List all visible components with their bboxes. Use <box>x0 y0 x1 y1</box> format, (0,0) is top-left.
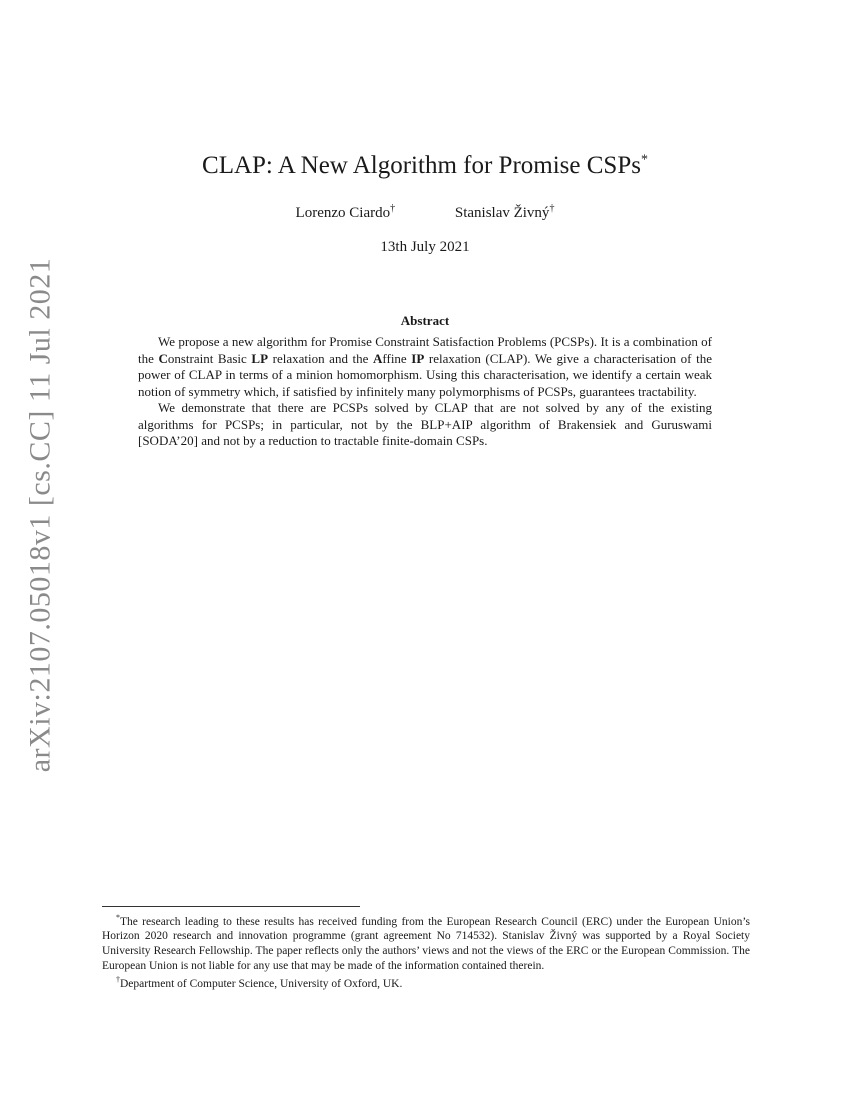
author-2 <box>455 203 555 222</box>
author-list <box>0 203 850 222</box>
paper-date: 13th July 2021 <box>380 239 470 255</box>
footnote-affiliation: †Department of Computer Science, University of Oxford, UK. <box>116 975 403 991</box>
paper-title <box>0 152 850 180</box>
author-affiliation-mark: † <box>390 203 396 214</box>
abstract-paragraph-2: We demonstrate that there are PCSPs solved by CLAP that are not solved by any of the existing algorithms for PCSPs; in particular, not by the BLP+AIP algorithm of Brakensiek and Guruswami [SODA’20] and not by a reduction to tractable finite-domain CSPs. <box>138 400 712 448</box>
author-name: Stanislav Živný <box>454 205 550 221</box>
author-name: Lorenzo Ciardo <box>295 205 391 221</box>
abstract-heading: Abstract <box>400 313 450 328</box>
footnotes <box>102 911 750 992</box>
arxiv-identifier: arXiv:2107.05018v1 [cs.CC] 11 Jul 2021 <box>23 257 56 773</box>
footnote-divider <box>102 906 360 907</box>
title-footnote-mark: * <box>640 152 648 168</box>
arxiv-sidebar-stamp <box>18 257 62 773</box>
title-text: CLAP: A New Algorithm for Promise CSPs <box>202 152 641 179</box>
author-affiliation-mark: † <box>549 203 555 214</box>
author-1 <box>296 203 396 222</box>
abstract-body <box>138 334 712 450</box>
footnote-funding: *The research leading to these results has received funding from the European Research Council (ERC) under the European Union’s Horizon 2020 research and innovation programme (grant agreement No 714532). Stanislav Živný was supported by a Royal Society University Research Fellowship. The paper reflects only the authors’ views and not the views of the ERC or the European Commission. The European Union is not liable for any use that may be made of the information contained therein. <box>102 913 750 972</box>
abstract-paragraph-1: We propose a new algorithm for Promise Constraint Satisfaction Problems (PCSPs). It is a combination of the Constraint Basic LP relaxation and the Affine IP relaxation (CLAP). We give a characterisation of the power of CLAP in terms of a minion homomorphism. Using this characterisation, we identify a certain weak notion of symmetry which, if satisfied by infinitely many polymorphisms of PCSPs, guarantees tractability. <box>138 334 712 399</box>
